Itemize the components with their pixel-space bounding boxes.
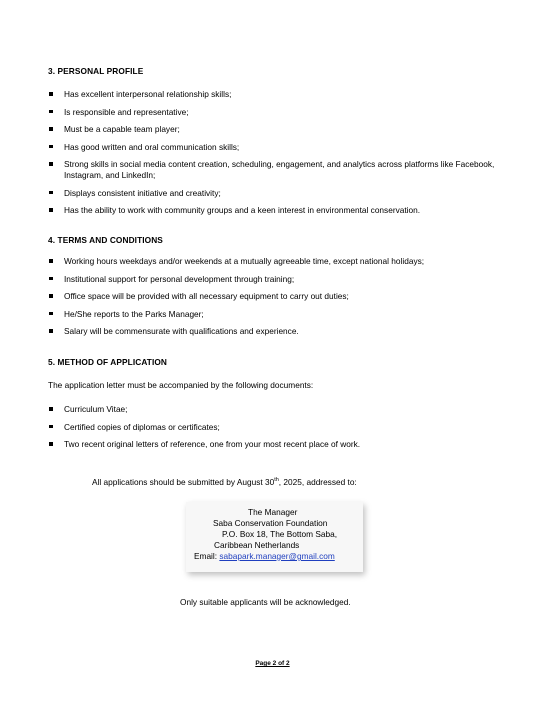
page-number: Page 2 of 2 bbox=[255, 660, 290, 667]
list-item bbox=[48, 142, 498, 153]
address-line-region: Caribbean Netherlands bbox=[214, 540, 300, 550]
personal-profile-list bbox=[48, 89, 498, 223]
section-heading-method-of-application: 5. METHOD OF APPLICATION bbox=[48, 357, 168, 367]
list-item bbox=[48, 205, 498, 216]
address-box bbox=[186, 502, 363, 572]
bullet-icon bbox=[49, 127, 53, 131]
address-line-po-box: P.O. Box 18, The Bottom Saba, bbox=[222, 529, 337, 539]
address-line-organization: Saba Conservation Foundation bbox=[213, 518, 328, 528]
ordinal-suffix: th bbox=[274, 477, 279, 483]
list-item-text: Has excellent interpersonal relationship skills; bbox=[64, 89, 232, 99]
list-item bbox=[48, 188, 498, 199]
email-link[interactable]: sabapark.manager@gmail.com bbox=[219, 551, 335, 561]
bullet-icon bbox=[49, 110, 53, 114]
list-item bbox=[48, 274, 498, 285]
section-heading-terms-and-conditions: 4. TERMS AND CONDITIONS bbox=[48, 235, 163, 245]
list-item bbox=[48, 89, 498, 100]
list-item-text: Certified copies of diplomas or certificates; bbox=[64, 421, 220, 432]
documents-list bbox=[48, 404, 498, 457]
list-item bbox=[48, 256, 498, 267]
list-item-text: Has good written and oral communication skills; bbox=[64, 141, 240, 152]
section-heading-personal-profile: 3. PERSONAL PROFILE bbox=[48, 66, 144, 76]
bullet-icon bbox=[49, 294, 53, 298]
email-label: Email: bbox=[194, 551, 220, 561]
list-item bbox=[48, 159, 498, 181]
bullet-icon bbox=[49, 277, 53, 281]
list-item bbox=[48, 404, 498, 415]
list-item-text: Two recent original letters of reference, one from your most recent place of work. bbox=[64, 439, 361, 449]
bullet-icon bbox=[49, 407, 53, 411]
page-footer bbox=[0, 660, 545, 667]
list-item-text: Has the ability to work with community groups and a keen interest in environmental conservation. bbox=[64, 205, 421, 215]
bullet-icon bbox=[49, 442, 53, 446]
list-item-text: Displays consistent initiative and creativity; bbox=[64, 187, 221, 198]
terms-list bbox=[48, 256, 498, 344]
address-email-line bbox=[194, 551, 335, 562]
bullet-icon bbox=[49, 92, 53, 96]
list-item-text: Curriculum Vitae; bbox=[64, 404, 128, 414]
list-item-text: Institutional support for personal development through training; bbox=[64, 273, 295, 284]
list-item bbox=[48, 326, 498, 337]
list-item bbox=[48, 124, 498, 135]
list-item-text: Must be a capable team player; bbox=[64, 124, 180, 134]
bullet-icon bbox=[49, 145, 53, 149]
submission-text-end: , 2025, addressed to: bbox=[278, 477, 357, 487]
list-item bbox=[48, 439, 498, 450]
list-item bbox=[48, 107, 498, 118]
submission-deadline-text bbox=[92, 477, 357, 487]
list-item bbox=[48, 291, 498, 302]
list-item-text: Salary will be commensurate with qualifications and experience. bbox=[64, 326, 299, 336]
list-item-text: Is responsible and representative; bbox=[64, 106, 189, 117]
bullet-icon bbox=[49, 312, 53, 316]
bullet-icon bbox=[49, 259, 53, 263]
list-item-text: Strong skills in social media content creation, scheduling, engagement, and analytics across platforms like Facebook, Instagram, and LinkedIn; bbox=[64, 159, 495, 180]
bullet-icon bbox=[49, 162, 53, 166]
list-item-text: Office space will be provided with all necessary equipment to carry out duties; bbox=[64, 291, 349, 301]
list-item bbox=[48, 422, 498, 433]
acknowledgement-notice: Only suitable applicants will be acknowledged. bbox=[180, 597, 351, 607]
method-intro-text: The application letter must be accompanied by the following documents: bbox=[48, 380, 314, 390]
bullet-icon bbox=[49, 208, 53, 212]
bullet-icon bbox=[49, 425, 53, 429]
list-item-text: Working hours weekdays and/or weekends at a mutually agreeable time, except national holidays; bbox=[64, 256, 425, 266]
bullet-icon bbox=[49, 329, 53, 333]
submission-text-start: All applications should be submitted by August 30 bbox=[92, 477, 275, 487]
list-item bbox=[48, 309, 498, 320]
bullet-icon bbox=[49, 191, 53, 195]
list-item-text: He/She reports to the Parks Manager; bbox=[64, 308, 204, 319]
address-line-recipient: The Manager bbox=[248, 507, 298, 517]
